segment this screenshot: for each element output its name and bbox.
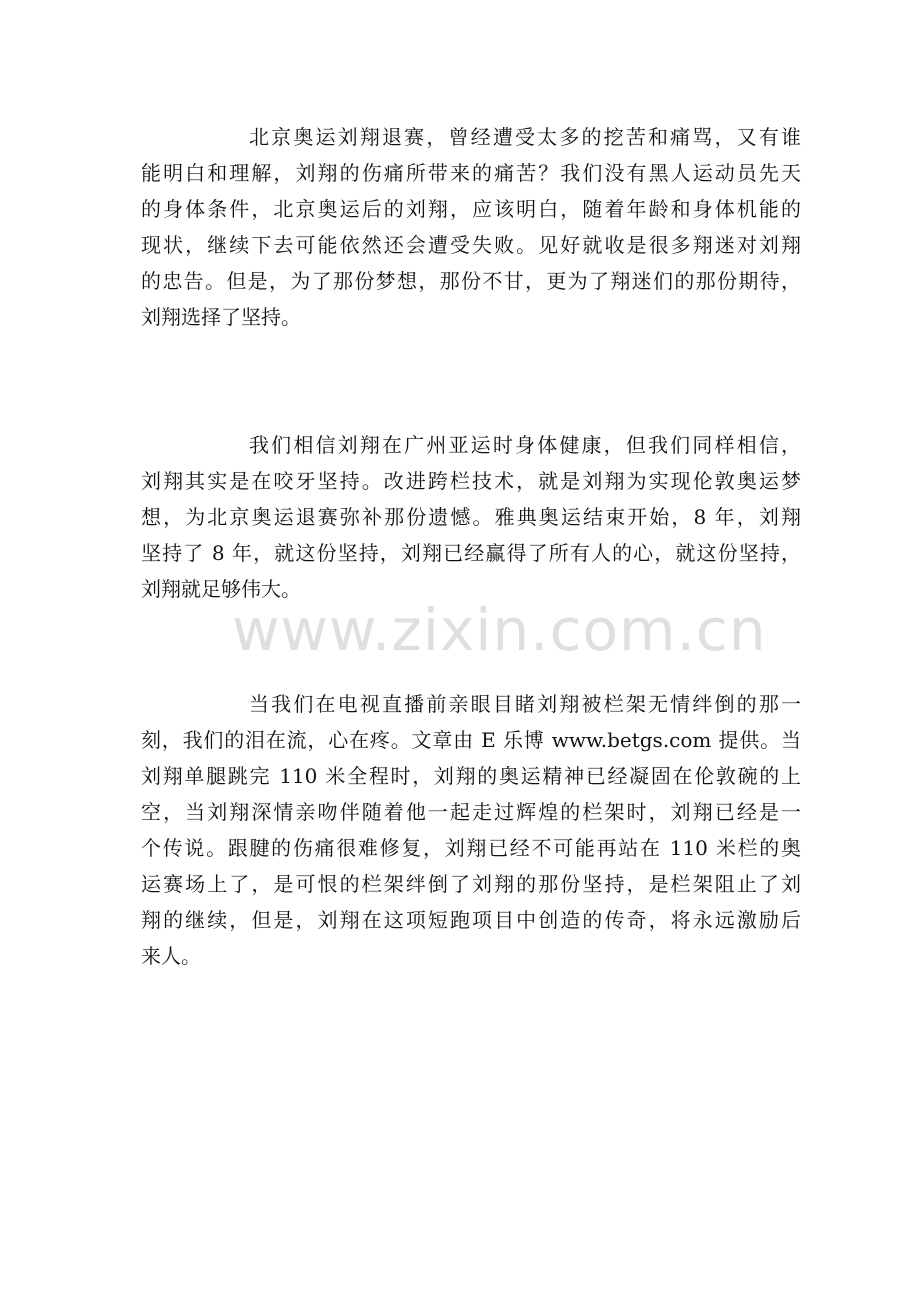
paragraph-line: 空，当刘翔深情亲吻伴随着他一起走过辉煌的栏架时，刘翔已经是一	[141, 800, 801, 824]
paragraph-line: 刘翔单腿跳完 110 米全程时，刘翔的奥运精神已经凝固在伦敦碗的上	[141, 764, 801, 788]
paragraph-2	[141, 427, 801, 607]
paragraph-line: 坚持了 8 年，就这份坚持，刘翔已经赢得了所有人的心，就这份坚持，	[141, 541, 801, 565]
watermark: www.zixin.com.cn	[232, 596, 767, 664]
paragraph-3	[141, 686, 801, 974]
paragraph-line: 的身体条件，北京奥运后的刘翔，应该明白，随着年龄和身体机能的	[141, 197, 801, 221]
paragraph-line: 个传说。跟腱的伤痛很难修复，刘翔已经不可能再站在 110 米栏的奥	[141, 836, 801, 860]
paragraph-line: 想，为北京奥运退赛弥补那份遗憾。雅典奥运结束开始，8 年，刘翔	[141, 505, 801, 529]
paragraph-line: 现状，继续下去可能依然还会遭受失败。见好就收是很多翔迷对刘翔	[141, 233, 801, 257]
paragraph-1	[141, 119, 801, 335]
paragraph-line: 刘翔其实是在咬牙坚持。改进跨栏技术，就是刘翔为实现伦敦奥运梦	[141, 469, 801, 493]
paragraph-line: 翔的继续，但是，刘翔在这项短跑项目中创造的传奇，将永远激励后	[141, 908, 801, 932]
paragraph-line: 运赛场上了，是可恨的栏架绊倒了刘翔的那份坚持，是栏架阻止了刘	[141, 872, 801, 896]
paragraph-line: 我们相信刘翔在广州亚运时身体健康，但我们同样相信，	[249, 433, 801, 457]
paragraph-line: 当我们在电视直播前亲眼目睹刘翔被栏架无情绊倒的那一	[249, 692, 801, 716]
paragraph-line: 刘翔就足够伟大。	[141, 577, 301, 601]
paragraph-line: 刘翔选择了坚持。	[141, 305, 301, 329]
paragraph-line: 的忠告。但是，为了那份梦想，那份不甘，更为了翔迷们的那份期待，	[141, 269, 801, 293]
paragraph-line: 能明白和理解，刘翔的伤痛所带来的痛苦？我们没有黑人运动员先天	[141, 161, 801, 185]
paragraph-line: 刻，我们的泪在流，心在疼。文章由 E 乐博 www.betgs.com 提供。当	[141, 728, 801, 752]
paragraph-line: 来人。	[141, 944, 201, 968]
paragraph-line: 北京奥运刘翔退赛，曾经遭受太多的挖苦和痛骂，又有谁	[249, 125, 801, 149]
